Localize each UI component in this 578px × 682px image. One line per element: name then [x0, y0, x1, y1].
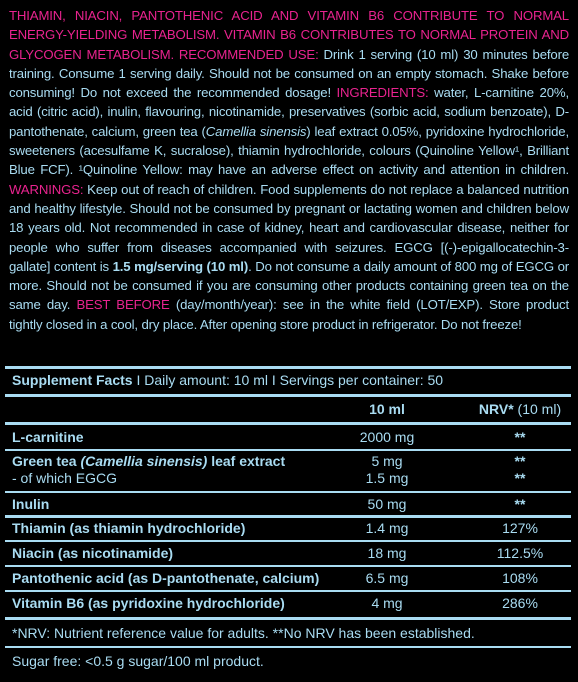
- row-name: [12, 453, 285, 470]
- usage-text: Drink 1 serving (10 ml) 30 minutes before training. Consume 1 serving daily. Should not be consumed on an empty stomach. Shake before consuming! Do not exceed the recommended dosage!: [9, 46, 570, 101]
- row-name: Inulin: [12, 496, 50, 512]
- supplement-facts-title: [12, 372, 443, 388]
- nrv-footnote: *NRV: Nutrient reference value for adults. **No NRV has been established.: [12, 625, 475, 641]
- row-nrv: **: [514, 453, 526, 469]
- best-before-text: (day/month/year): see in the white field (LOT/EXP). Store product tightly closed in a cool, dry place. After opening store product in refrigerator. Do not freeze!: [9, 297, 569, 332]
- divider-bottom: [5, 617, 571, 620]
- row-amount: 5 mg: [371, 453, 403, 469]
- row-nrv: 127%: [502, 520, 538, 536]
- row-name-part: Green tea: [12, 453, 81, 469]
- claim-text: THIAMIN, NIACIN, PANTOTHENIC ACID AND VITAMIN B6 CONTRIBUTE TO NORMAL ENERGY-YIELDING METABOLISM. VITAMIN B6 CONTRIBUTES TO NORMAL PROTEIN AND GLYCOGEN METABOLISM.: [9, 8, 569, 62]
- divider-footer: [5, 646, 571, 648]
- nrv-header-rest: (10 ml): [513, 401, 562, 417]
- row-divider: [5, 565, 571, 567]
- warnings-egcg-amount: 1.5 mg/serving (10 ml): [112, 258, 249, 274]
- row-nrv: **: [514, 496, 526, 512]
- row-amount: 1.5 mg: [365, 470, 409, 486]
- row-divider: [5, 491, 571, 493]
- nrv-header-bold: NRV*: [478, 401, 514, 417]
- row-name: Thiamin (as thiamin hydrochloride): [12, 520, 246, 536]
- warnings-heading: WARNINGS:: [9, 181, 84, 197]
- row-amount: 6.5 mg: [365, 570, 409, 586]
- row-divider: [5, 515, 571, 518]
- row-nrv: 286%: [502, 595, 538, 611]
- sugar-free-note: Sugar free: <0.5 g sugar/100 ml product.: [12, 653, 264, 669]
- row-name-rest: leaf extract: [207, 453, 286, 469]
- row-nrv: **: [514, 470, 526, 486]
- ingredients-text-1: water, L-carnitine 20%, acid (citric acid), inulin, flavouring, nicotinamide, preservatives (sorbic acid, sodium benzoate), D-pantothenate, calcium, green tea (: [9, 85, 569, 139]
- row-nrv: **: [514, 429, 526, 445]
- row-name: Niacin (as nicotinamide): [12, 545, 174, 561]
- warnings-text-1: Keep out of reach of children. Food supplements do not replace a balanced nutrition and healthy lifestyle. Should not be consumed by pregnant or lactating women and children below 18 years old. Not recommended in case of kidney, heart and cardiovascular disease, neither for people who suffer from diseases accompanied with seizures. EGCG [(-)-epigallocatechin-3-gallate] content is: [9, 181, 569, 274]
- row-divider: [5, 590, 571, 592]
- ingredients-latin: Camellia sinensis: [205, 123, 307, 139]
- label-description: [9, 6, 569, 334]
- row-name: - of which EGCG: [12, 470, 118, 486]
- row-amount: 1.4 mg: [365, 520, 409, 536]
- row-name: L-carnitine: [12, 429, 84, 445]
- facts-title-bold: Supplement Facts: [12, 372, 133, 388]
- divider-title: [5, 394, 571, 397]
- row-nrv: 112.5%: [496, 545, 544, 561]
- row-divider: [5, 449, 571, 451]
- row-name: Pantothenic acid (as D-pantothenate, calcium): [12, 570, 320, 586]
- row-divider: [5, 540, 571, 542]
- row-amount: 4 mg: [371, 595, 403, 611]
- ingredients-heading: INGREDIENTS:: [336, 85, 429, 101]
- row-amount: 18 mg: [367, 545, 407, 561]
- best-before-heading: BEST BEFORE: [76, 297, 170, 313]
- ingredients-text-2: ) leaf extract 0.05%, pyridoxine hydrochloride, sweeteners (acesulfame K, sucralose), thiamin hydrochloride, colours (Quinoline Yellow¹, Brilliant Blue FCF). ¹Quinoline Yellow: may have an adverse effect on activity and attention in children.: [9, 123, 569, 178]
- warnings-text-2: . Do not consume a daily amount of 800 mg of EGCG or more. Should not be consumed if you are consuming other products containing green tea on the same day.: [9, 258, 569, 313]
- row-amount: 50 mg: [367, 496, 407, 512]
- row-amount: 2000 mg: [359, 429, 415, 445]
- divider-top: [5, 366, 571, 369]
- column-header-nrv: [470, 401, 570, 417]
- row-name-latin: (Camellia sinensis): [80, 453, 208, 469]
- row-nrv: 108%: [502, 570, 538, 586]
- divider-header: [5, 422, 571, 425]
- label-paragraph: [9, 6, 569, 334]
- usage-heading: RECOMMENDED USE:: [178, 46, 319, 62]
- row-name: Vitamin B6 (as pyridoxine hydrochloride): [12, 595, 285, 611]
- column-header-amount: 10 ml: [369, 401, 405, 417]
- facts-title-rest: I Daily amount: 10 ml I Servings per container: 50: [132, 372, 444, 388]
